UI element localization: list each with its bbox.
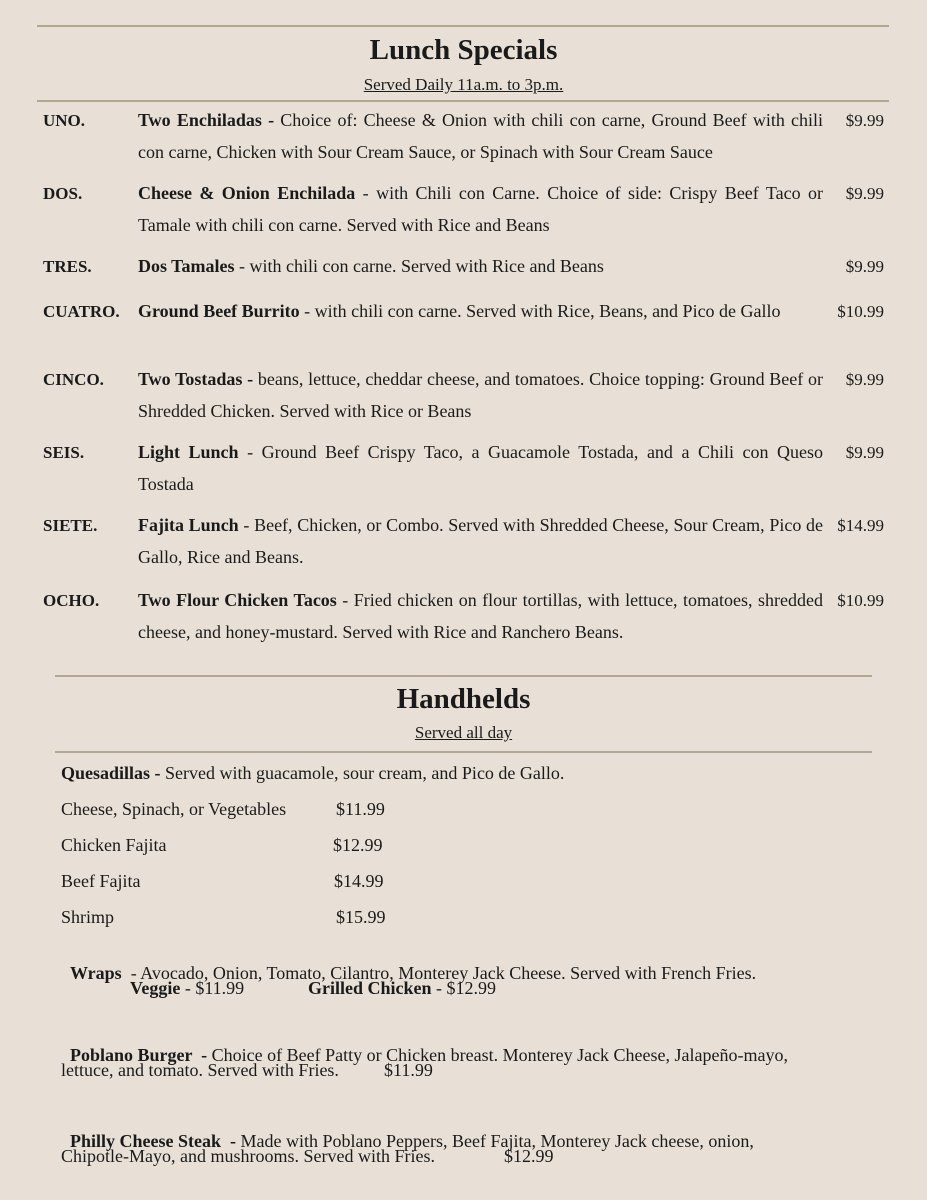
item-name: Fajita Lunch <box>138 515 239 535</box>
quesadilla-option-price: $12.99 <box>333 835 383 855</box>
item-details: - with chili con carne. Served with Rice, Beans, and Pico de Gallo <box>299 301 781 321</box>
item-number: OCHO. <box>43 591 100 610</box>
quesadilla-option-label: Beef Fajita <box>61 871 141 891</box>
quesadilla-option-price: $11.99 <box>336 799 385 819</box>
wraps-chicken-price: - $12.99 <box>431 978 497 998</box>
item-price: $10.99 <box>837 591 884 610</box>
lunch-specials-title: Lunch Specials <box>369 34 558 66</box>
item-description <box>138 251 823 283</box>
item-price: $9.99 <box>845 443 884 462</box>
poblano-burger-description: Choice of Beef Patty or Chicken breast. Monterey Jack Cheese, Jalapeño-mayo, <box>211 1045 788 1065</box>
quesadillas-name: Quesadillas - <box>61 763 166 783</box>
item-price: $10.99 <box>837 302 884 321</box>
philly-name: Philly Cheese Steak - <box>70 1131 241 1151</box>
top-divider <box>37 25 889 27</box>
wraps-veggie-price: - $11.99 <box>180 978 245 998</box>
handhelds-header-divider <box>55 751 872 753</box>
item-description <box>138 510 823 573</box>
item-name: Light Lunch <box>138 442 239 462</box>
quesadilla-option-label: Cheese, Spinach, or Vegetables <box>61 799 287 819</box>
item-details: - Fried chicken on flour tortillas, with lettuce, tomatoes, shredded cheese, and honey-mustard. Served with Rice and Ranchero Beans. <box>138 590 823 642</box>
item-details: - with Chili con Carne. Choice of side: Crispy Beef Taco or Tamale with chili con carne. Served with Rice and Beans <box>138 183 823 235</box>
item-name: Cheese & Onion Enchilada <box>138 183 356 203</box>
quesadillas-description: Served with guacamole, sour cream, and Pico de Gallo. <box>165 763 565 783</box>
wraps-chicken-name: Grilled Chicken <box>308 978 432 998</box>
item-number: SIETE. <box>43 516 98 535</box>
item-description <box>138 178 823 241</box>
item-details: beans, lettuce, cheddar cheese, and tomatoes. Choice topping: Ground Beef or Shredded Chicken. Served with Rice or Beans <box>138 369 823 421</box>
item-name: Dos Tamales <box>138 256 235 276</box>
item-number: CINCO. <box>43 370 104 389</box>
quesadilla-option-price: $15.99 <box>336 907 386 927</box>
item-name: Two Flour Chicken Tacos <box>138 590 337 610</box>
item-details: - with chili con carne. Served with Rice and Beans <box>234 256 604 276</box>
item-details: - Ground Beef Crispy Taco, a Guacamole Tostada, and a Chili con Queso Tostada <box>138 442 823 494</box>
quesadilla-option-price: $14.99 <box>334 871 384 891</box>
item-description <box>138 296 823 328</box>
item-details: - Beef, Chicken, or Combo. Served with Shredded Cheese, Sour Cream, Pico de Gallo, Rice and Beans. <box>138 515 823 567</box>
item-description <box>138 105 823 168</box>
item-description <box>138 437 823 500</box>
wraps-veggie-name: Veggie <box>130 978 181 998</box>
wraps-name: Wraps <box>70 963 122 983</box>
item-number: TRES. <box>43 257 92 276</box>
lunch-header-divider <box>37 100 889 102</box>
philly-description-cont: Chipotle-Mayo, and mushrooms. Served with Fries. <box>61 1146 435 1166</box>
item-price: $14.99 <box>837 516 884 535</box>
lunch-specials-subtitle: Served Daily 11a.m. to 3p.m. <box>363 75 564 94</box>
item-description <box>138 585 823 648</box>
item-number: SEIS. <box>43 443 85 462</box>
quesadilla-option-label: Chicken Fajita <box>61 835 167 855</box>
item-price: $9.99 <box>845 257 884 276</box>
item-description <box>138 364 823 427</box>
item-number: UNO. <box>43 111 86 130</box>
item-price: $9.99 <box>845 111 884 130</box>
quesadilla-option-label: Shrimp <box>61 907 115 927</box>
wraps-description: - Avocado, Onion, Tomato, Cilantro, Monterey Jack Cheese. Served with French Fries. <box>121 963 757 983</box>
wraps-veggie <box>130 978 244 999</box>
item-name: Two Tostadas - <box>138 369 258 389</box>
item-name: Ground Beef Burrito <box>138 301 300 321</box>
handhelds-subtitle: Served all day <box>414 723 513 742</box>
item-details: Choice of: Cheese & Onion with chili con carne, Ground Beef with chili con carne, Chicken with Sour Cream Sauce, or Spinach with Sour Cream Sauce <box>138 110 824 162</box>
handhelds-title: Handhelds <box>396 683 531 715</box>
poblano-burger-name: Poblano Burger - <box>70 1045 212 1065</box>
philly-description: Made with Poblano Peppers, Beef Fajita, Monterey Jack cheese, onion, <box>240 1131 754 1151</box>
poblano-burger-price: $11.99 <box>384 1060 433 1080</box>
handhelds-top-divider <box>55 675 872 677</box>
item-price: $9.99 <box>845 184 884 203</box>
wraps-grilled-chicken <box>308 978 496 999</box>
poblano-burger-line2 <box>61 1060 339 1081</box>
item-name: Two Enchiladas - <box>138 110 281 130</box>
philly-line2 <box>61 1146 435 1167</box>
item-number: DOS. <box>43 184 83 203</box>
philly-price: $12.99 <box>504 1146 554 1166</box>
item-price: $9.99 <box>845 370 884 389</box>
quesadillas-heading <box>61 763 564 784</box>
item-number: CUATRO. <box>43 302 120 321</box>
poblano-burger-description-cont: lettuce, and tomato. Served with Fries. <box>61 1060 339 1080</box>
